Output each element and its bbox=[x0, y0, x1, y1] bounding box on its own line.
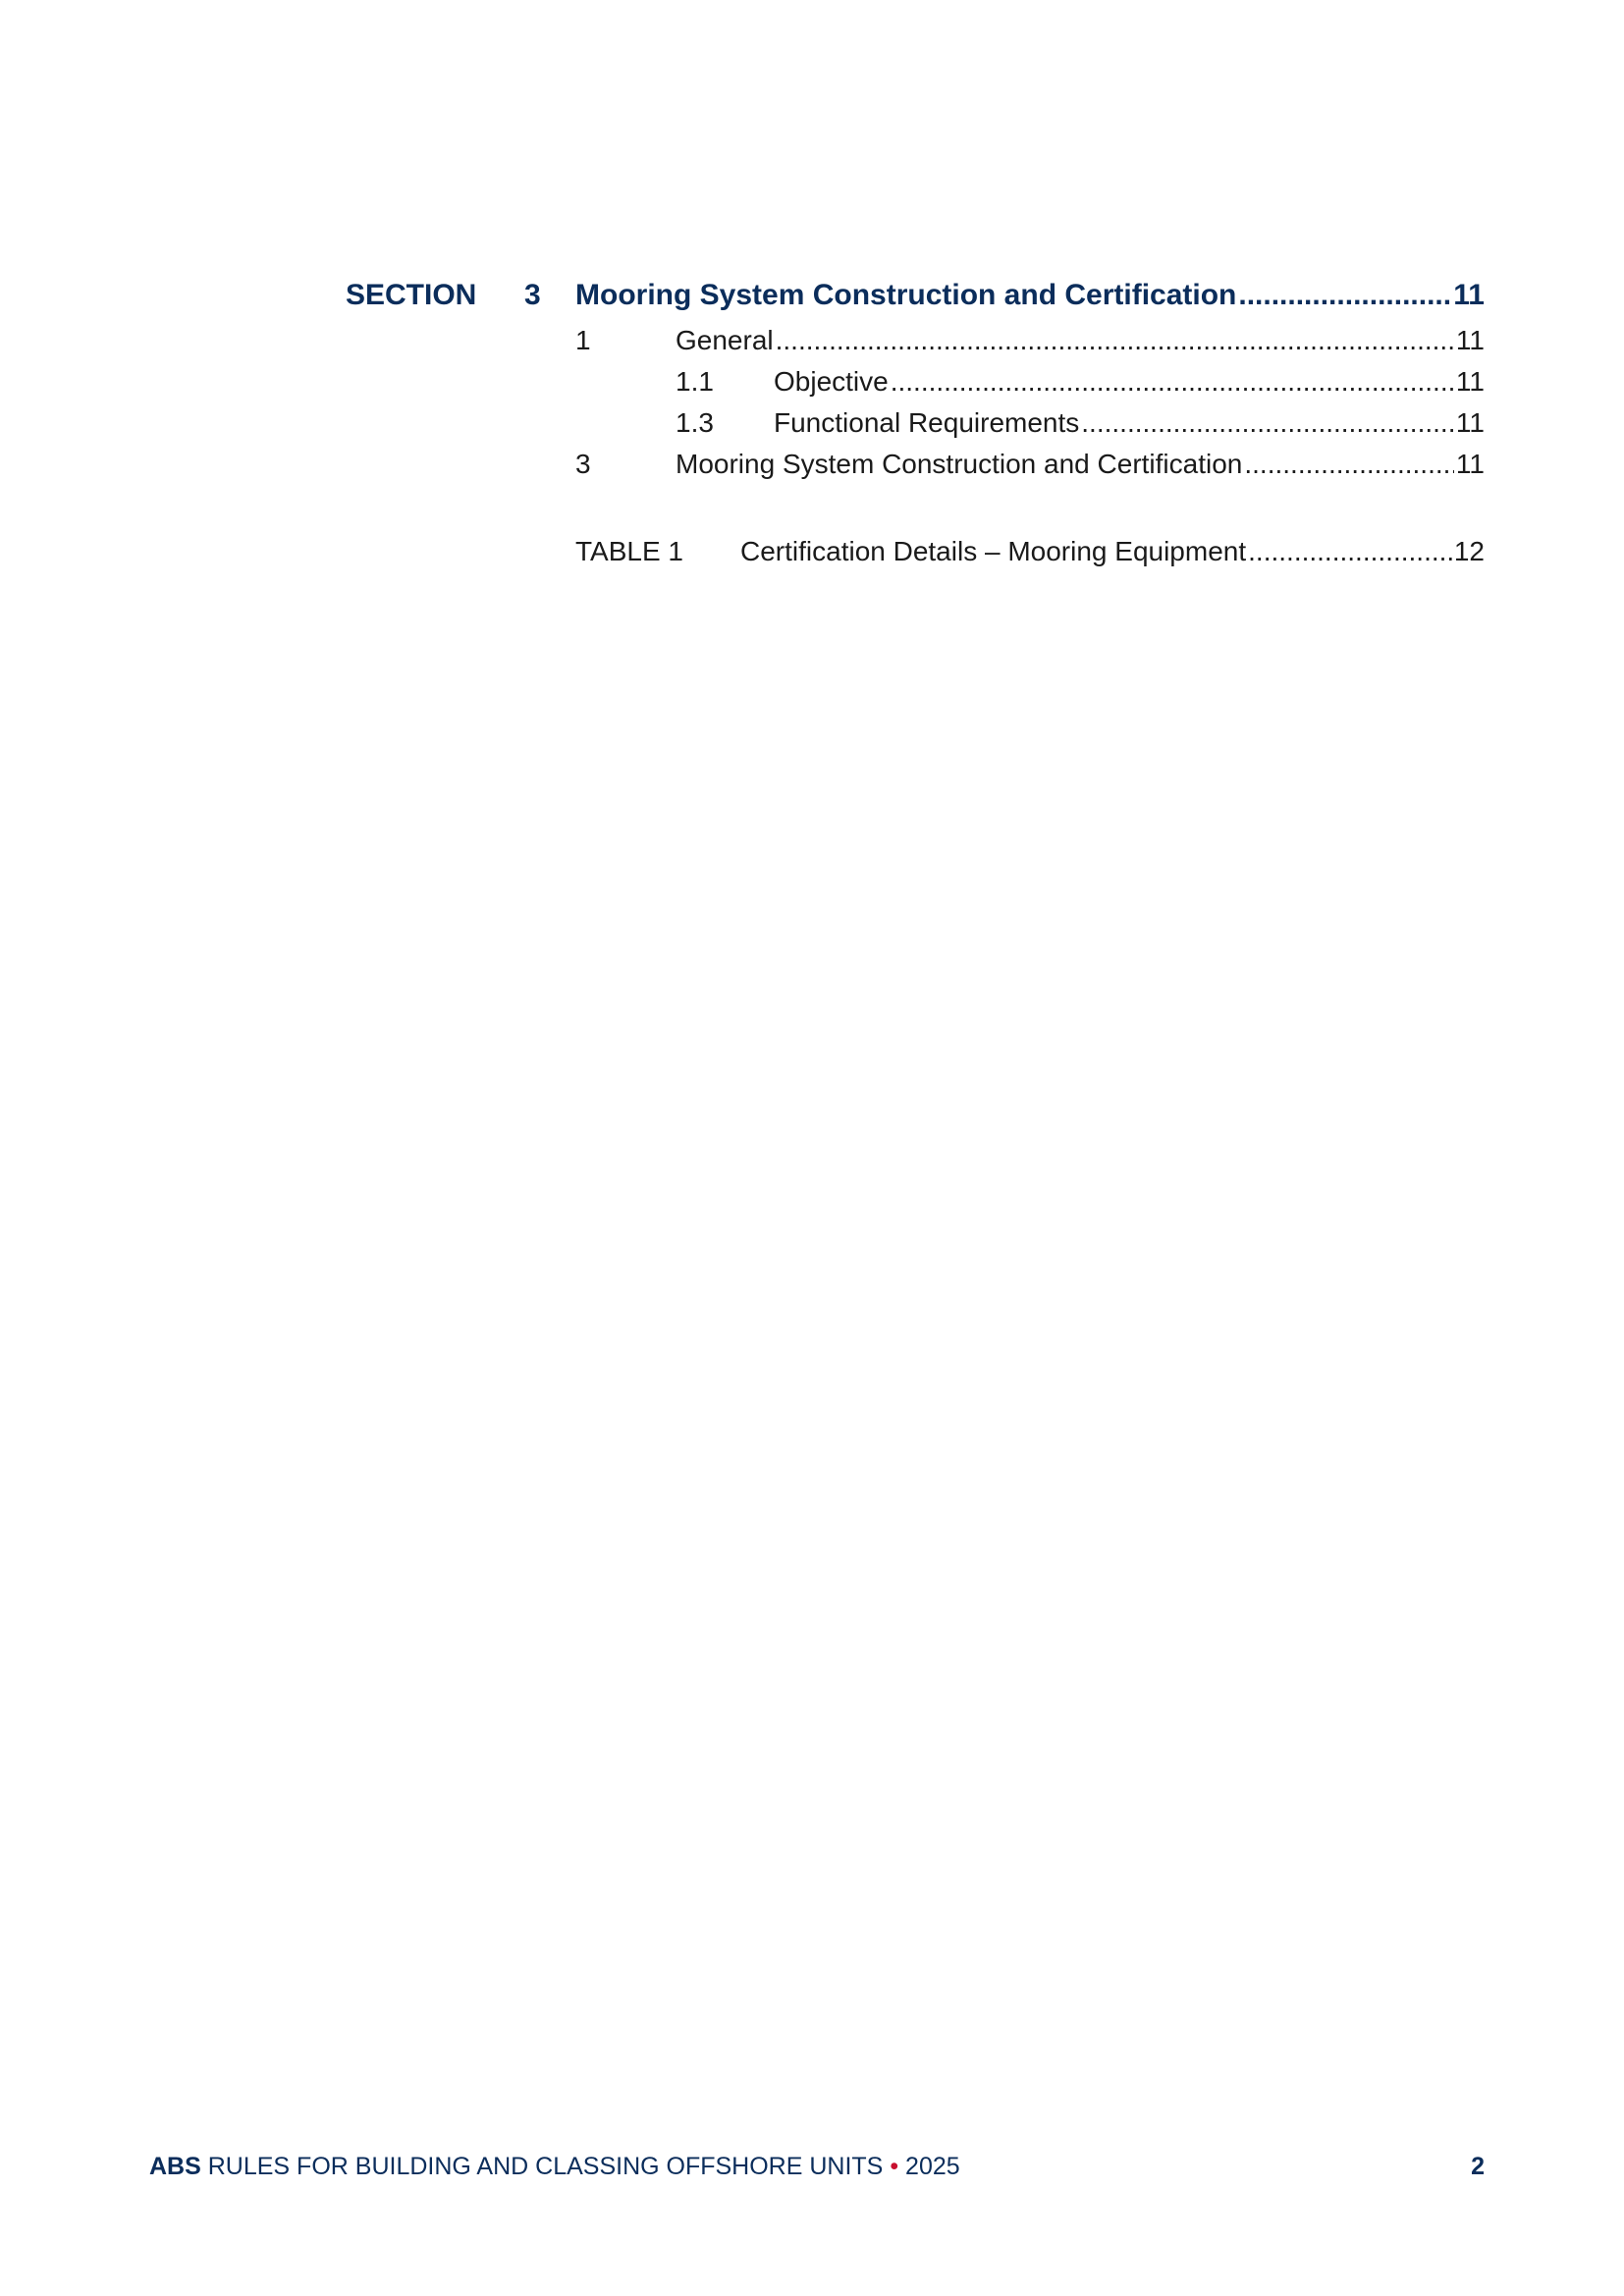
footer-title: RULES FOR BUILDING AND CLASSING OFFSHORE UNITS bbox=[207, 2153, 884, 2180]
footer-page-number: 2 bbox=[1471, 2153, 1485, 2180]
toc-entry-functional-requirements[interactable] bbox=[676, 407, 1485, 439]
footer-brand-abs: ABS bbox=[149, 2153, 201, 2180]
footer-bullet: • bbox=[890, 2153, 899, 2180]
dot-leader bbox=[1081, 407, 1454, 439]
toc-entry-mooring-system[interactable] bbox=[575, 449, 1485, 480]
dot-leader bbox=[776, 325, 1454, 356]
toc-entry-title: Objective bbox=[774, 366, 889, 397]
dot-leader bbox=[1238, 279, 1451, 312]
toc-entry-title: Mooring System Construction and Certification bbox=[676, 449, 1243, 479]
toc-section-heading[interactable] bbox=[346, 279, 1485, 312]
toc-entry-objective[interactable] bbox=[676, 366, 1485, 398]
toc-entry-number: 1.3 bbox=[676, 407, 714, 438]
toc-entry-number: 3 bbox=[575, 449, 591, 479]
toc-entry-general[interactable] bbox=[575, 325, 1485, 356]
section-title: Mooring System Construction and Certification bbox=[575, 279, 1237, 311]
section-label: SECTION bbox=[346, 279, 477, 311]
toc-table-entry[interactable] bbox=[575, 536, 1485, 567]
toc-table-number: TABLE 1 bbox=[575, 536, 683, 566]
section-number: 3 bbox=[524, 279, 541, 311]
dot-leader bbox=[1244, 449, 1454, 480]
toc-table-page: 12 bbox=[1453, 536, 1485, 566]
section-page-number: 11 bbox=[1453, 279, 1485, 311]
toc-entry-title: General bbox=[676, 325, 774, 355]
toc-entry-number: 1 bbox=[575, 325, 591, 355]
dot-leader bbox=[1248, 536, 1452, 567]
toc-entry-title: Functional Requirements bbox=[774, 407, 1080, 438]
toc-entry-page: 11 bbox=[1455, 449, 1485, 479]
footer-publication bbox=[149, 2153, 960, 2181]
footer-year: 2025 bbox=[905, 2153, 960, 2180]
toc-entry-page: 11 bbox=[1455, 407, 1485, 438]
dot-leader bbox=[891, 366, 1454, 398]
toc-entry-page: 11 bbox=[1455, 366, 1485, 397]
page-footer bbox=[149, 2153, 1485, 2181]
toc-entry-page: 11 bbox=[1455, 325, 1485, 355]
toc-entry-number: 1.1 bbox=[676, 366, 714, 397]
toc-table-title: Certification Details – Mooring Equipment bbox=[740, 536, 1247, 566]
